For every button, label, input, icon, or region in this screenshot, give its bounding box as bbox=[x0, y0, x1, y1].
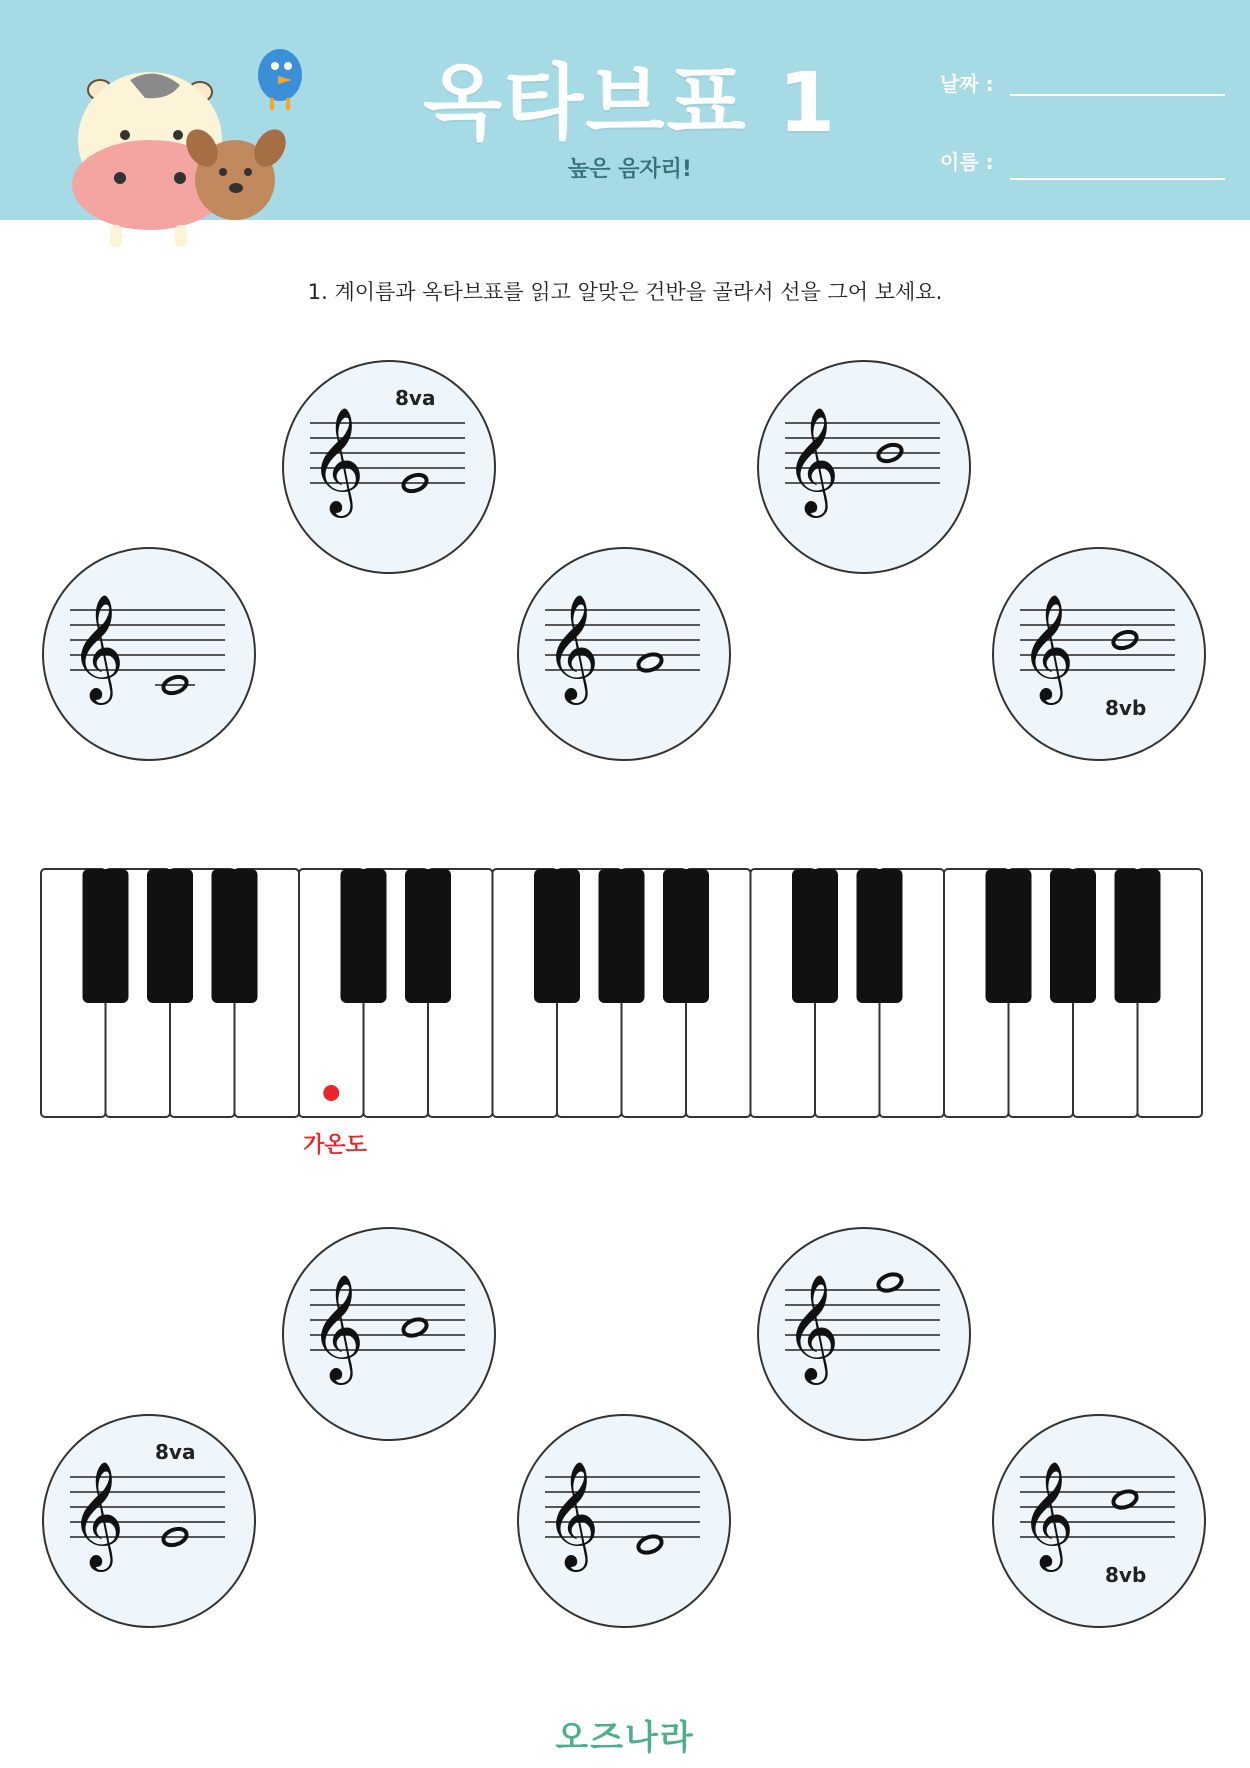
note-card[interactable] bbox=[40, 545, 258, 763]
treble-clef-icon: 𝄞 bbox=[70, 1460, 125, 1567]
black-key[interactable] bbox=[212, 869, 258, 1003]
black-key[interactable] bbox=[663, 869, 709, 1003]
middle-c-label: 가온도 bbox=[303, 1133, 367, 1158]
bird-icon bbox=[258, 49, 302, 110]
treble-clef-icon: 𝄞 bbox=[545, 1460, 600, 1567]
treble-clef-icon: 𝄞 bbox=[1020, 1460, 1075, 1567]
note-card[interactable] bbox=[40, 1412, 258, 1630]
note-card[interactable] bbox=[280, 358, 498, 576]
treble-clef-icon: 𝄞 bbox=[785, 1273, 840, 1380]
name-label: 이름 : bbox=[940, 150, 994, 174]
note-card[interactable] bbox=[515, 1412, 733, 1630]
octave-mark: 8va bbox=[155, 1440, 196, 1464]
octave-mark: 8vb bbox=[1105, 1563, 1147, 1587]
black-key[interactable] bbox=[534, 869, 580, 1003]
note-card[interactable] bbox=[755, 358, 973, 576]
page-subtitle: 높은 음자리! bbox=[568, 157, 692, 182]
instruction-text: 1. 계이름과 옥타브표를 읽고 알맞은 건반을 골라서 선을 그어 보세요. bbox=[307, 280, 943, 304]
note-card[interactable] bbox=[515, 545, 733, 763]
treble-clef-icon: 𝄞 bbox=[545, 593, 600, 700]
black-key[interactable] bbox=[599, 869, 645, 1003]
note-card[interactable] bbox=[755, 1225, 973, 1443]
black-key[interactable] bbox=[1050, 869, 1096, 1003]
brand-logo: 오즈나라 bbox=[555, 1718, 695, 1758]
black-key[interactable] bbox=[1115, 869, 1161, 1003]
date-line[interactable] bbox=[1010, 94, 1225, 96]
header-banner bbox=[0, 0, 1250, 220]
octave-mark: 8vb bbox=[1105, 696, 1147, 720]
black-key[interactable] bbox=[792, 869, 838, 1003]
black-key[interactable] bbox=[986, 869, 1032, 1003]
piano-keyboard bbox=[40, 868, 1215, 1118]
name-line[interactable] bbox=[1010, 178, 1225, 180]
note-card[interactable] bbox=[280, 1225, 498, 1443]
treble-clef-icon: 𝄞 bbox=[1020, 593, 1075, 700]
date-label: 날짜 : bbox=[940, 72, 994, 96]
treble-clef-icon: 𝄞 bbox=[70, 593, 125, 700]
note-card[interactable] bbox=[990, 545, 1208, 763]
page-title: 옥타브표 1 bbox=[422, 56, 838, 151]
treble-clef-icon: 𝄞 bbox=[310, 1273, 365, 1380]
black-key[interactable] bbox=[341, 869, 387, 1003]
octave-mark: 8va bbox=[395, 386, 436, 410]
black-key[interactable] bbox=[405, 869, 451, 1003]
note-card[interactable] bbox=[990, 1412, 1208, 1630]
treble-clef-icon: 𝄞 bbox=[310, 406, 365, 513]
treble-clef-icon: 𝄞 bbox=[785, 406, 840, 513]
black-key[interactable] bbox=[147, 869, 193, 1003]
animal-mascots-illustration bbox=[30, 30, 330, 260]
middle-c-marker bbox=[323, 1085, 339, 1101]
black-key[interactable] bbox=[83, 869, 129, 1003]
black-key[interactable] bbox=[857, 869, 903, 1003]
